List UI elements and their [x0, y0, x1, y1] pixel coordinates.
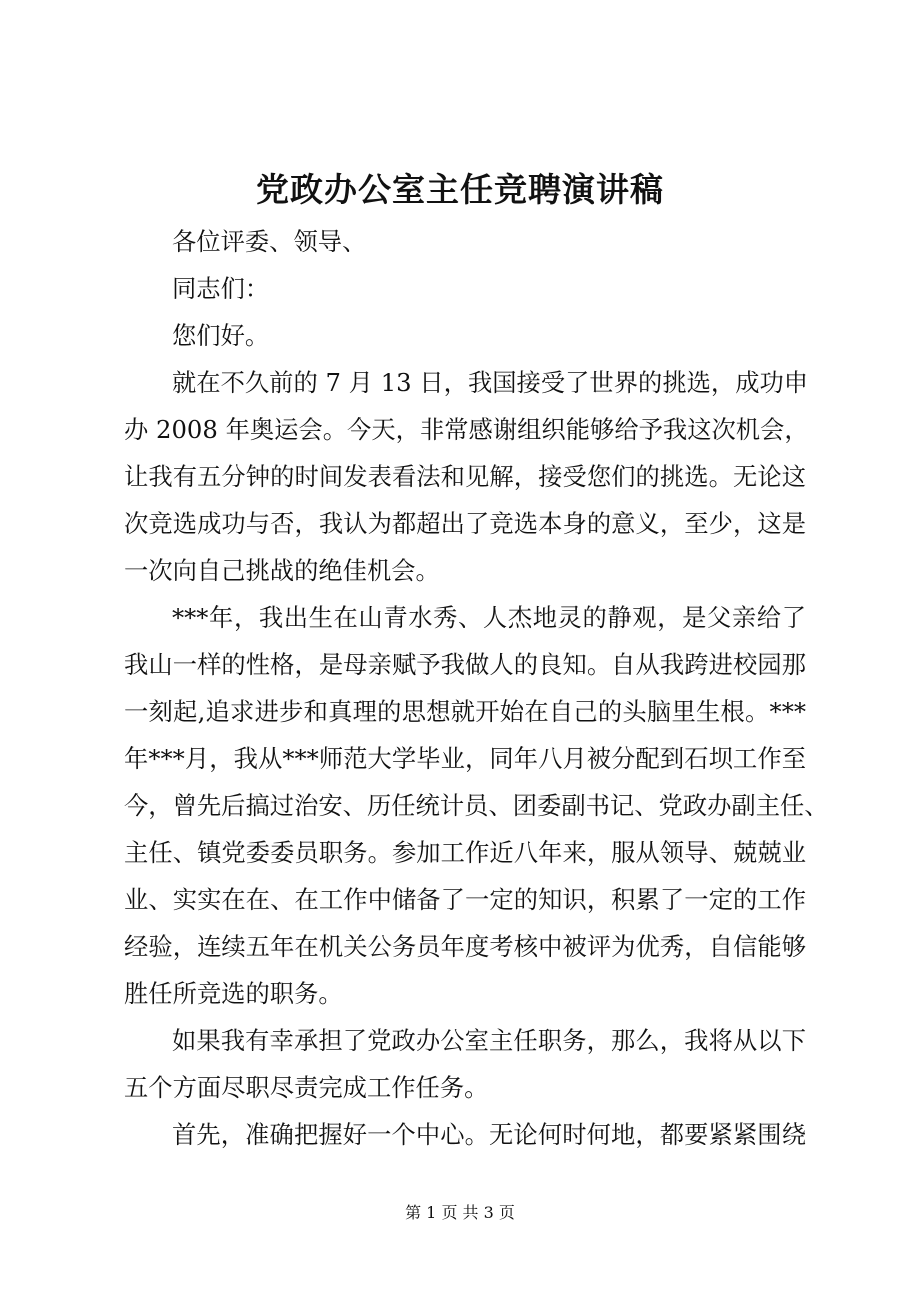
- text-line: 一刻起,追求进步和真理的思想就开始在自己的头脑里生根。***: [124, 697, 806, 726]
- text-line: 主任、镇党委委员职务。参加工作近八年来，服从领导、兢兢业: [124, 838, 806, 867]
- text-line: 办 2008 年奥运会。今天，非常感谢组织能够给予我这次机会，: [124, 415, 809, 444]
- text-line: 今，曾先后搞过治安、历任统计员、团委副书记、党政办副主任、: [124, 791, 829, 820]
- text-line: 经验，连续五年在机关公务员年度考核中被评为优秀，自信能够: [124, 932, 806, 961]
- text-line: 如果我有幸承担了党政办公室主任职务，那么，我将从以下: [172, 1026, 806, 1055]
- text-line: 就在不久前的 7 月 13 日，我国接受了世界的挑选，成功申: [172, 368, 809, 397]
- paragraph: [124, 1017, 806, 1111]
- paragraph: [124, 1111, 806, 1158]
- text-line: 五个方面尽职尽责完成工作任务。: [124, 1073, 489, 1102]
- salutation-line: 同志们：: [172, 274, 270, 303]
- salutation-line: 各位评委、领导、: [172, 227, 367, 256]
- text-line: 业、实实在在、在工作中储备了一定的知识，积累了一定的工作: [124, 885, 806, 914]
- text-line: 首先，准确把握好一个中心。无论何时何地，都要紧紧围绕: [172, 1120, 806, 1149]
- paragraph: [124, 359, 809, 594]
- text-line: 让我有五分钟的时间发表看法和见解，接受您们的挑选。无论这: [124, 462, 806, 491]
- salutation-line: 您们好。: [172, 321, 270, 350]
- text-line: ***年，我出生在山青水秀、人杰地灵的静观，是父亲给了: [172, 603, 806, 632]
- paragraph: [124, 594, 829, 1017]
- text-line: 年***月，我从***师范大学毕业，同年八月被分配到石坝工作至: [124, 744, 806, 773]
- text-line: 胜任所竞选的职务。: [124, 979, 343, 1008]
- text-line: 我山一样的性格，是母亲赋予我做人的良知。自从我跨进校园那: [124, 650, 806, 679]
- text-line: 次竞选成功与否，我认为都超出了竞选本身的意义，至少，这是: [124, 509, 806, 538]
- document-body: [124, 218, 829, 1158]
- page-footer: 第 1 页 共 3 页: [405, 1203, 515, 1222]
- text-line: 一次向自己挑战的绝佳机会。: [124, 556, 440, 585]
- document-title: 党政办公室主任竞聘演讲稿: [256, 170, 664, 209]
